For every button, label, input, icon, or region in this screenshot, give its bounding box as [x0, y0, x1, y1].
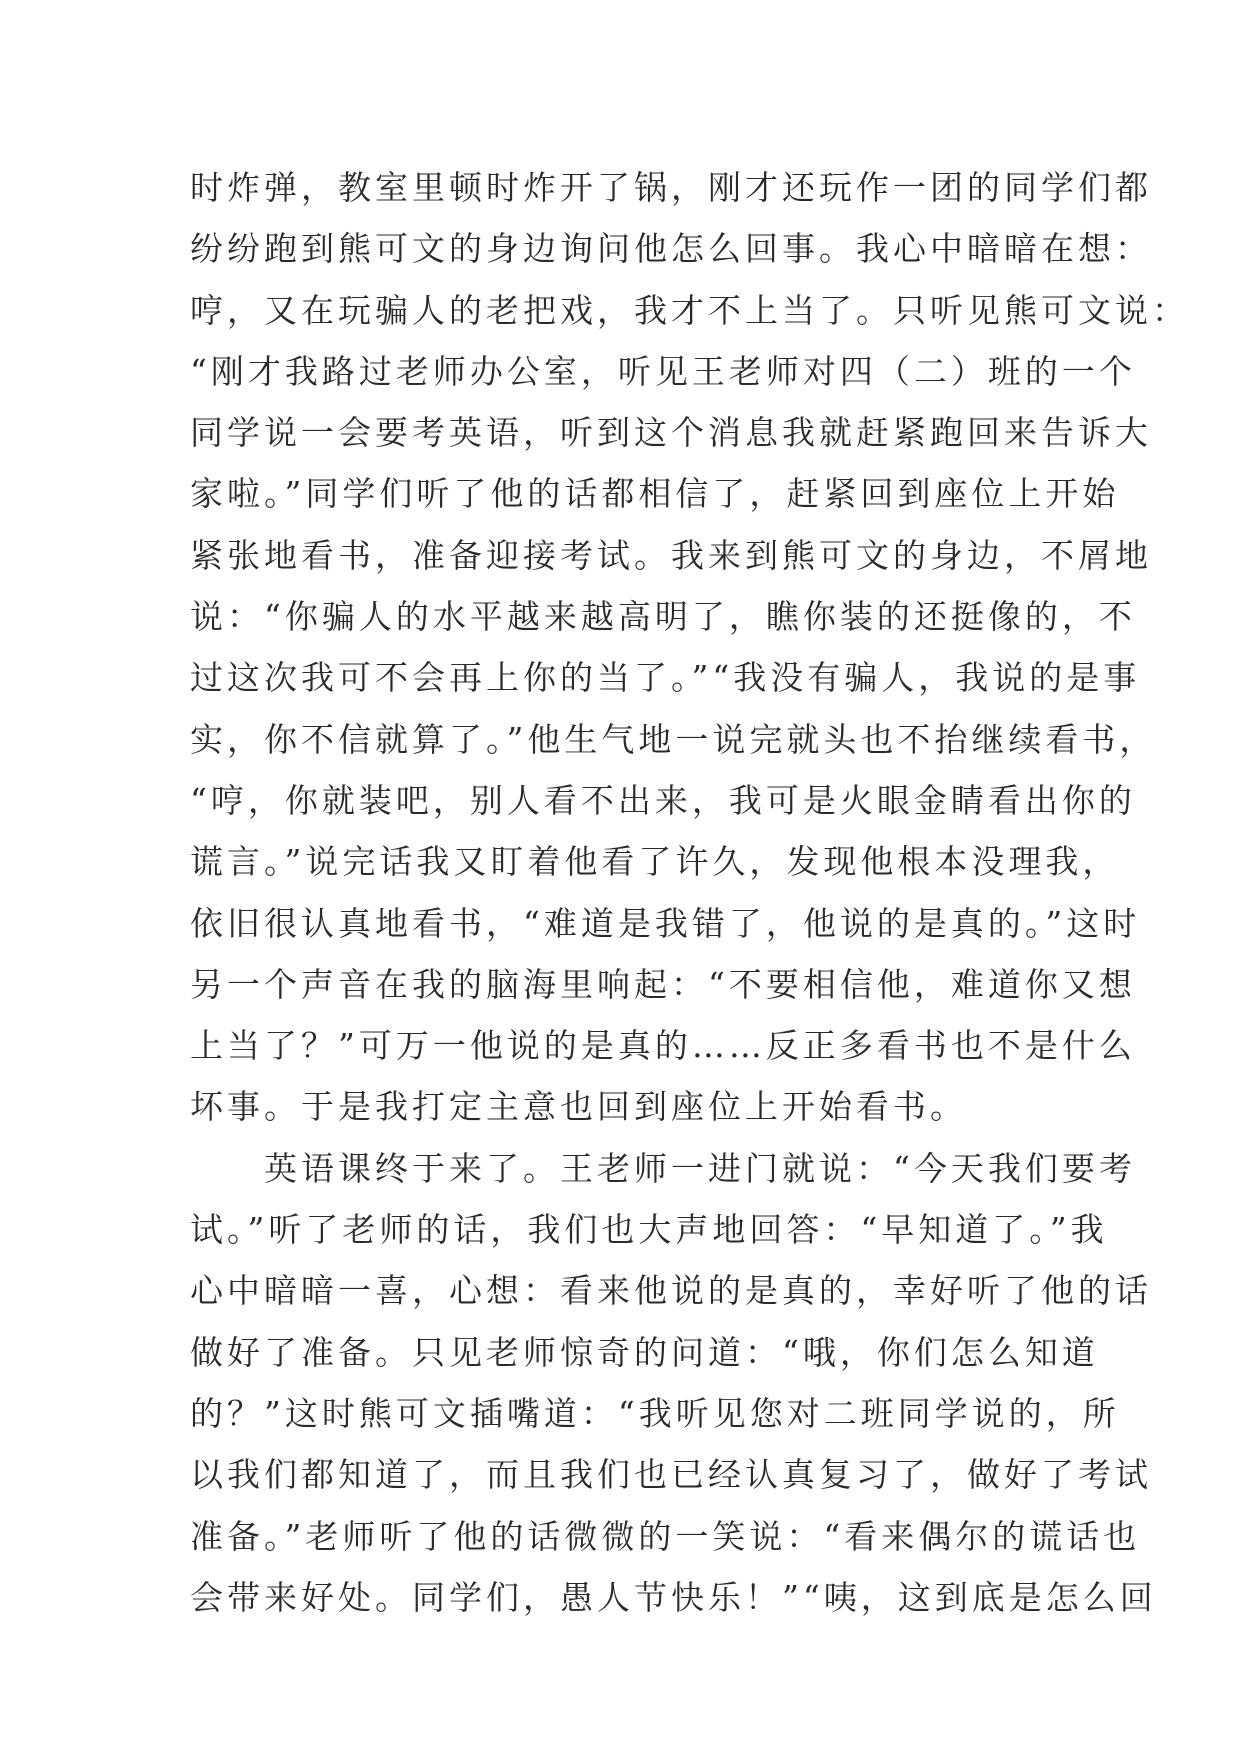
text-line: 实，你不信就算了。”他生气地一说完就头也不抬继续看书， — [190, 719, 1157, 759]
text-line: “哼，你就装吧，别人看不出来，我可是火眼金睛看出你的 — [190, 780, 1136, 820]
text-line: 做好了准备。只见老师惊奇的问道：“哦，你们怎么知道 — [190, 1332, 1099, 1372]
text-line: 坏事。于是我打定主意也回到座位上开始看书。 — [190, 1087, 967, 1127]
text-line: 会带来好处。同学们，愚人节快乐！”“咦，这到底是怎么回 — [190, 1577, 1157, 1617]
text-line: 过这次我可不会再上你的当了。”“我没有骗人，我说的是事 — [190, 658, 1141, 698]
text-line: 心中暗暗一喜，心想：看来他说的是真的，幸好听了他的话 — [190, 1271, 1152, 1311]
text-line: “刚才我路过老师办公室，听见王老师对四（二）班的一个 — [190, 351, 1136, 391]
text-line: 依旧很认真地看书，“难道是我错了，他说的是真的。”这时 — [190, 903, 1141, 943]
text-line: 的？”这时熊可文插嘴道：“我听见您对二班同学说的，所 — [190, 1393, 1120, 1433]
text-line: 准备。”老师听了他的话微微的一笑说：“看来偶尔的谎话也 — [190, 1516, 1141, 1556]
text-line: 英语课终于来了。王老师一进门就说：“今天我们要考 — [190, 1148, 1136, 1188]
text-line: 纷纷跑到熊可文的身边询问他怎么回事。我心中暗暗在想： — [190, 229, 1152, 269]
text-line: 说：“你骗人的水平越来越高明了，瞧你装的还挺像的，不 — [190, 597, 1136, 637]
body-text — [190, 157, 1189, 1628]
text-line: 紧张地看书，准备迎接考试。我来到熊可文的身边，不屑地 — [190, 535, 1152, 575]
text-line: 时炸弹，教室里顿时炸开了锅，刚才还玩作一团的同学们都 — [190, 168, 1152, 207]
text-line: 哼，又在玩骗人的老把戏，我才不上当了。只听见熊可文说： — [190, 290, 1189, 330]
text-line: 上当了？”可万一他说的是真的……反正多看书也不是什么 — [190, 1026, 1136, 1066]
text-line: 试。”听了老师的话，我们也大声地回答：“早知道了。”我 — [190, 1210, 1108, 1250]
text-line: 谎言。”说完话我又盯着他看了许久，发现他根本没理我， — [190, 842, 1120, 882]
text-line: 另一个声音在我的脑海里响起：“不要相信他，难道你又想 — [190, 964, 1136, 1004]
text-line: 家啦。”同学们听了他的话都相信了，赶紧回到座位上开始 — [190, 474, 1120, 514]
text-line: 同学说一会要考英语，听到这个消息我就赶紧跑回来告诉大 — [190, 413, 1152, 453]
text-line: 以我们都知道了，而且我们也已经认真复习了，做好了考试 — [190, 1455, 1152, 1495]
